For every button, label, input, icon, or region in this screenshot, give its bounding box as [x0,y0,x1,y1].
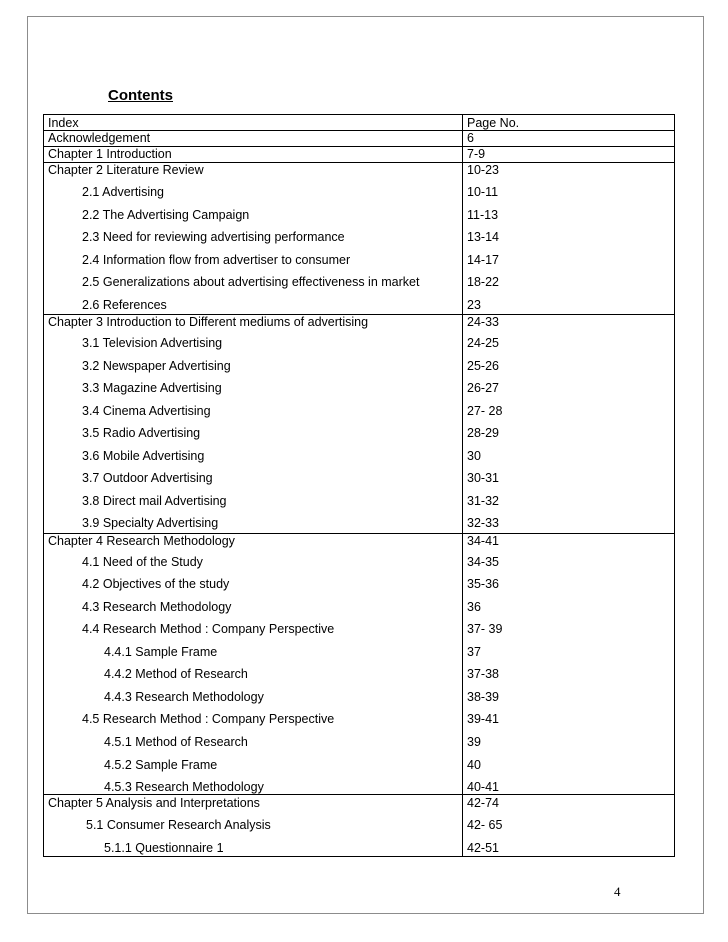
toc-entry-page: 31-32 [467,494,499,508]
header-index: Index [48,116,79,130]
toc-entry-page: 42-74 [467,796,499,810]
toc-entry-label: Chapter 2 Literature Review [48,163,204,177]
toc-entry-page: 10-11 [467,185,499,199]
toc-entry-page: 39 [467,735,481,749]
toc-entry-label: 2.6 References [82,298,167,312]
toc-entry-label: 4.4.2 Method of Research [104,667,248,681]
toc-entry-page: 37-38 [467,667,499,681]
row-divider [44,794,674,795]
toc-entry-label: 3.5 Radio Advertising [82,426,201,440]
toc-entry-page: 7-9 [467,147,486,161]
toc-entry-label: Chapter 5 Analysis and Interpretations [48,796,260,810]
toc-entry-label: 4.2 Objectives of the study [82,577,230,591]
toc-entry-page: 42- 65 [467,818,503,832]
toc-entry-label: 3.3 Magazine Advertising [82,381,222,395]
toc-entry-page: 28-29 [467,426,499,440]
toc-entry-label: Chapter 3 Introduction to Different mediums of advertising [48,315,369,329]
toc-entry-page: 26-27 [467,381,499,395]
toc-entry-label: 2.3 Need for reviewing advertising performance [82,230,345,244]
toc-entry-label: 3.7 Outdoor Advertising [82,471,213,485]
toc-entry-label: 4.5.1 Method of Research [104,735,248,749]
toc-entry-label: 2.5 Generalizations about advertising effectiveness in market [82,275,420,289]
toc-entry-label: 3.9 Specialty Advertising [82,516,219,530]
toc-entry-page: 39-41 [467,712,499,726]
toc-entry-page: 40-41 [467,780,499,794]
toc-entry-label: 5.1 Consumer Research Analysis [86,818,271,832]
toc-entry-page: 14-17 [467,253,499,267]
toc-entry-page: 40 [467,758,481,772]
toc-entry-label: 4.1 Need of the Study [82,555,203,569]
contents-title: Contents [108,87,173,104]
toc-entry-page: 30 [467,449,481,463]
toc-entry-page: 34-41 [467,534,499,548]
toc-entry-page: 36 [467,600,481,614]
toc-entry-page: 37- 39 [467,622,503,636]
toc-entry-page: 13-14 [467,230,499,244]
toc-entry-page: 27- 28 [467,404,503,418]
toc-entry-page: 30-31 [467,471,499,485]
toc-entry-label: 5.1.1 Questionnaire 1 [104,841,224,855]
toc-entry-page: 10-23 [467,163,499,177]
toc-entry-label: 3.2 Newspaper Advertising [82,359,231,373]
toc-entry-label: 3.4 Cinema Advertising [82,404,211,418]
toc-entry-label: 4.3 Research Methodology [82,600,232,614]
toc-entry-page: 23 [467,298,481,312]
table-of-contents [43,114,675,857]
toc-entry-page: 32-33 [467,516,499,530]
toc-entry-page: 24-25 [467,336,499,350]
toc-entry-page: 18-22 [467,275,499,289]
toc-entry-label: 3.6 Mobile Advertising [82,449,205,463]
column-divider [462,115,463,856]
toc-entry-page: 37 [467,645,481,659]
toc-entry-page: 24-33 [467,315,499,329]
toc-entry-label: 3.1 Television Advertising [82,336,223,350]
toc-entry-page: 6 [467,131,474,145]
toc-entry-label: 2.1 Advertising [82,185,164,199]
toc-entry-label: 3.8 Direct mail Advertising [82,494,227,508]
page-number: 4 [614,884,621,899]
toc-entry-label: 4.4.3 Research Methodology [104,690,264,704]
toc-entry-label: 2.4 Information flow from advertiser to consumer [82,253,351,267]
toc-entry-label: 4.5.3 Research Methodology [104,780,264,794]
toc-entry-page: 25-26 [467,359,499,373]
toc-entry-label: 4.5.2 Sample Frame [104,758,218,772]
toc-entry-label: 4.4 Research Method : Company Perspective [82,622,335,636]
toc-entry-page: 42-51 [467,841,499,855]
toc-entry-label: 4.4.1 Sample Frame [104,645,218,659]
toc-entry-page: 11-13 [467,208,499,222]
toc-entry-page: 38-39 [467,690,499,704]
toc-entry-page: 34-35 [467,555,499,569]
toc-entry-label: Acknowledgement [48,131,151,145]
toc-entry-label: Chapter 1 Introduction [48,147,172,161]
header-page-no: Page No. [467,116,520,130]
toc-entry-label: Chapter 4 Research Methodology [48,534,235,548]
toc-entry-label: 2.2 The Advertising Campaign [82,208,250,222]
toc-entry-label: 4.5 Research Method : Company Perspective [82,712,335,726]
toc-entry-page: 35-36 [467,577,499,591]
